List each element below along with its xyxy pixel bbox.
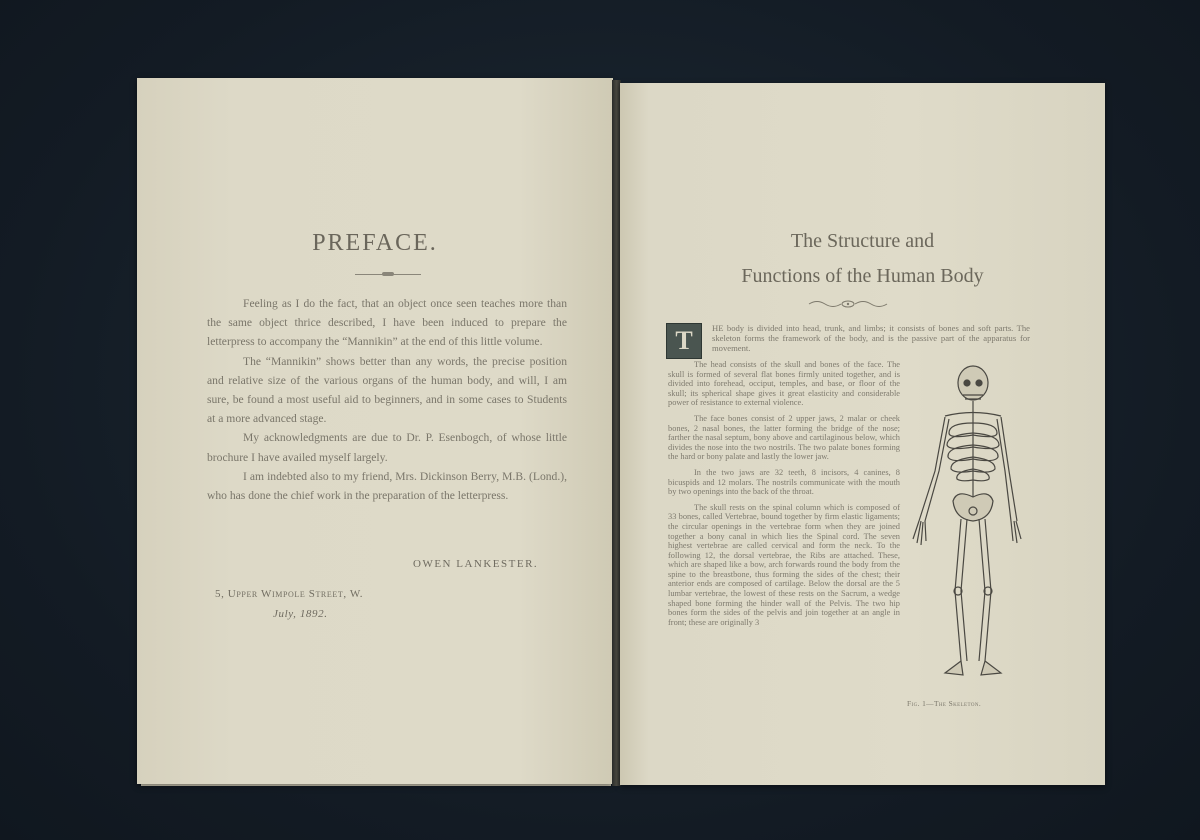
left-page [137,78,613,784]
author-address: 5, Upper Wimpole Street, W. [215,588,364,600]
preface-paragraph: I am indebted also to my friend, Mrs. Dickinson Berry, M.B. (Lond.), who has done the chief work in the preparation of the letterpress. [207,469,567,503]
skeleton-illustration [905,361,1030,691]
chapter-title-line2: Functions of the Human Body [741,265,984,287]
preface-title: PREFACE. [312,230,438,256]
body-paragraph: The head consists of the skull and bones of the face. The skull is formed of several flat bones firmly united together, and is divided into forehead, occiput, temples, and base, or floor of the skull; its spherical shape gives it great elasticity and considerable power of resistance to external violence. [668,360,900,408]
right-page [620,83,1105,785]
intro-paragraph: HE body is divided into head, trunk, and limbs; it consists of bones and soft parts. The skeleton forms the framework of the body, and is the passive part of the apparatus for movement. [712,323,1030,353]
body-paragraph: The skull rests on the spinal column which is composed of 33 bones, called Vertebrae, bound together by firm elastic ligaments; the circular openings in the vertebrae form when they are joined together a bony canal in which lies the Spinal cord. The seven highest vertebrae are called cervical and form the neck. To the following 12, the dorsal vertebrae, the Ribs are attached. These, which are shaped like a bow, arch forwards round the body from the spine to the breastbone, thus forming the sides of the chest; their anterior ends are composed of cartilage. Below the dorsal are the 5 lumbar vertebrae, the lowest of these rests on the Sacrum, a wedge shaped bone forming the hinder wall of the Pelvis. The two hip bones form the sides of the pelvis and join together at an angle in front; these are originally 3 [668,502,900,627]
title-rule-ornament [382,272,394,276]
body-paragraph: In the two jaws are 32 teeth, 8 incisors, 4 canines, 8 bicuspids and 12 molars. The nostrils communicate with the mouth by two openings into the back of the throat. [668,467,900,497]
preface-date: July, 1892. [273,608,328,620]
preface-paragraph: My acknowledgments are due to Dr. P. Esenbogch, of whose little brochure I have availed myself largely. [207,431,567,464]
chapter-title-line1: The Structure and [790,230,935,252]
drop-cap-letter: T [666,323,702,359]
ornament-divider-icon [807,299,889,309]
preface-paragraph: Feeling as I do the fact, that an object once seen teaches more than the same object thrice described, I have been induced to prepare the letterpress to accompany the “Mannikin” at the end of this little volume. [207,297,567,349]
body-column [668,360,900,633]
preface-paragraph: The “Mannikin” shows better than any words, the precise position and relative size of the various organs of the human body, and will, I am sure, be found a most useful aid to beginners, and in some cases to Students at a more advanced stage. [207,354,567,426]
author-signature: OWEN LANKESTER. [413,558,539,570]
body-paragraph: The face bones consist of 2 upper jaws, 2 malar or cheek bones, 2 nasal bones, the latter forming the bridge of the nose; farther the nasal septum, bony above and cartilaginous below, which divides the nose into the two nostrils. The two palate bones forming the hard or bony palate and lastly the lower jaw. [668,413,900,462]
preface-body [207,294,567,505]
figure-caption: Fig. 1—The Skeleton. [907,699,982,708]
